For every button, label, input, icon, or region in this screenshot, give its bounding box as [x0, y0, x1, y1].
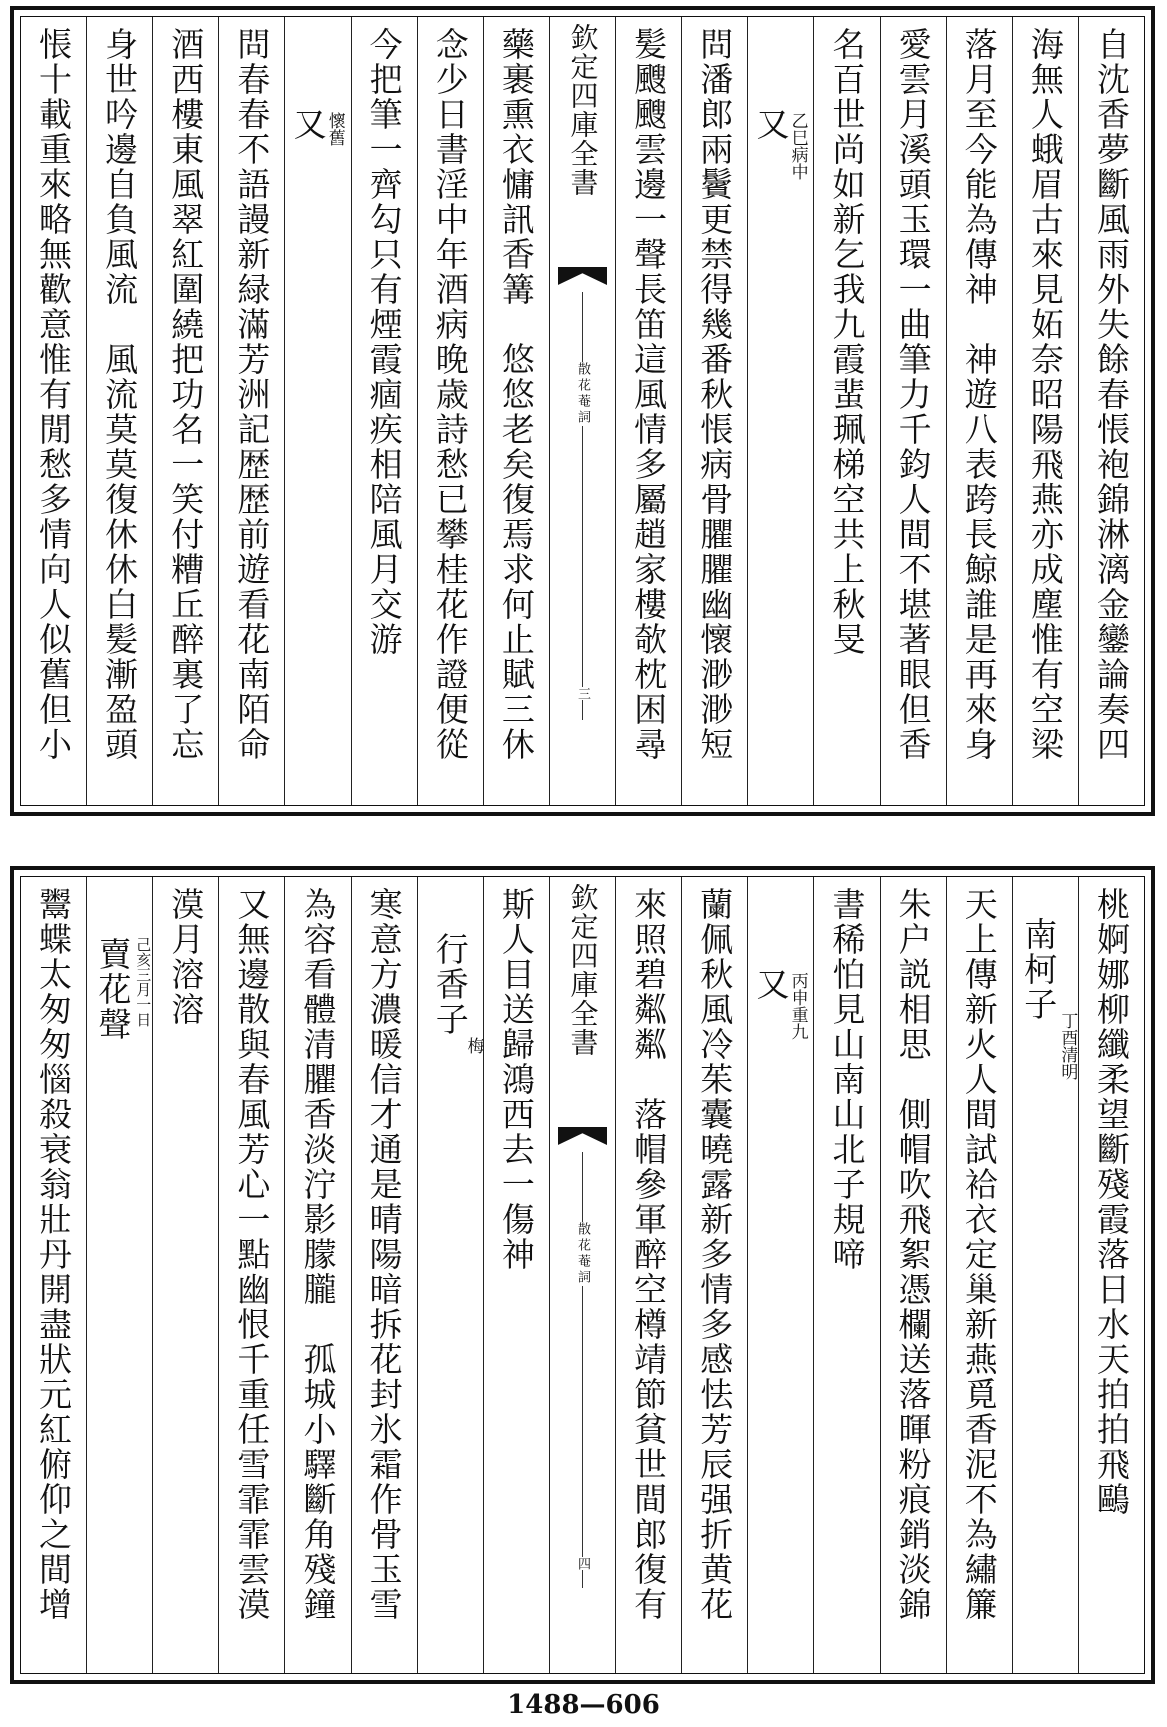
page-footer-number: 1488—606 [507, 1690, 660, 1720]
poem-note: 丁酉清明 [1057, 1012, 1078, 1080]
text-column [86, 17, 152, 805]
bottom-panel [10, 866, 1155, 1684]
text-column [152, 17, 218, 805]
gutter-subtitle: 散花菴詞 [574, 1222, 590, 1286]
poem-title: 賣花聲 [93, 937, 133, 1042]
column-text: 蘭佩秋風冷茱囊曉露新多情多感怯芳辰强折黄花 [695, 887, 735, 1622]
column-text: 桃婀娜柳纖柔望斷殘霞落日水天拍拍飛鷗 [1091, 887, 1131, 1517]
poem-title-column [1012, 877, 1078, 1673]
center-gutter [549, 17, 615, 805]
text-column [152, 877, 218, 1673]
poem-title-column [284, 17, 350, 805]
column-text: 愛雲月溪頭玉環一曲筆力千鈞人間不堪著眼但香 [893, 27, 933, 762]
text-column [813, 17, 879, 805]
top-columns [21, 17, 1144, 805]
text-column [218, 877, 284, 1673]
column-text: 落月至今能為傳神 神遊八表跨長鯨誰是再來身 [959, 27, 999, 762]
text-column [681, 17, 747, 805]
poem-note: 乙巳病中 [787, 112, 808, 180]
column-text: 名百世尚如新乞我九霞蜚珮梯空共上秋旻 [827, 27, 867, 657]
text-column [1012, 17, 1078, 805]
column-text: 自沈香夢斷風雨外失餘春悵袍錦淋漓金鑾論奏四 [1091, 27, 1131, 762]
poem-title-column [86, 877, 152, 1673]
column-text: 身世吟邊自負風流 風流莫莫復休休白髪漸盈頭 [100, 27, 140, 762]
poem-title-column [747, 17, 813, 805]
column-text: 書稀怕見山南山北子規啼 [827, 887, 867, 1272]
column-text: 又無邊散與春風芳心一點幽恨千重任雪霏霏雲漠 [232, 887, 272, 1622]
text-column [1078, 17, 1144, 805]
poem-title-column [747, 877, 813, 1673]
text-column [351, 877, 417, 1673]
column-text: 寒意方濃暖信才通是晴陽暗拆花封氷霜作骨玉雪 [364, 887, 404, 1622]
column-text: 天上傳新火人間試袷衣定巢新燕覓香泥不為繡簾 [959, 887, 999, 1622]
text-column [21, 877, 86, 1673]
text-column [21, 17, 86, 805]
poem-note: 己亥三月一日 [134, 937, 153, 1027]
poem-note: 懷舊 [324, 112, 345, 146]
gutter-title: 欽定四庫全書 [566, 883, 600, 1057]
page-number: 三 [574, 687, 590, 700]
text-column [1078, 877, 1144, 1673]
page-number: 四 [574, 1557, 590, 1570]
column-text: 藥裹熏衣慵訊香篝 悠悠老矣復焉求何止賦三休 [496, 27, 536, 762]
column-text: 漠月溶溶 [166, 887, 206, 1027]
text-column [946, 877, 1012, 1673]
poem-title: 行香子 [430, 932, 470, 1037]
poem-note: 梅 [463, 1037, 484, 1054]
poem-title: 南柯子 [1019, 917, 1059, 1022]
column-text: 為容看體清臞香淡泞影朦朧 孤城小驛斷角殘鐘 [298, 887, 338, 1622]
column-text: 問潘郎兩鬢更禁得幾番秋悵病骨臞臞幽懷渺渺短 [695, 27, 735, 762]
poem-note: 丙申重九 [787, 972, 808, 1040]
column-text: 斯人目送歸鴻西去一傷神 [496, 887, 536, 1272]
fish-tail-mark [558, 1127, 607, 1145]
column-text: 念少日書淫中年酒病晚歳詩愁已攀桂花作證便從 [430, 27, 470, 762]
center-gutter [549, 877, 615, 1673]
column-text: 髪颼颼雲邊一聲長笛這風情多屬趙家樓欹枕困尋 [629, 27, 669, 762]
top-panel-frame [20, 16, 1145, 806]
column-text: 朱户説相思 側帽吹飛絮憑欄送落暉粉痕銷淡錦 [893, 887, 933, 1622]
text-column [351, 17, 417, 805]
gutter-line [582, 292, 583, 720]
poem-title-column [417, 877, 483, 1673]
text-column [681, 877, 747, 1673]
text-column [483, 877, 549, 1673]
column-text: 海無人蛾眉古來見妬奈昭陽飛燕亦成塵惟有空梁 [1025, 27, 1065, 762]
text-column [946, 17, 1012, 805]
gutter-title: 欽定四庫全書 [566, 23, 600, 197]
text-column [880, 17, 946, 805]
column-text: 悵十載重來略無歡意惟有閒愁多情向人似舊但小 [33, 27, 73, 762]
fish-tail-mark [558, 267, 607, 285]
text-column [615, 877, 681, 1673]
text-column [417, 17, 483, 805]
gutter-subtitle: 散花菴詞 [574, 362, 590, 426]
text-column [284, 877, 350, 1673]
column-text: 問春春不語謾新緑滿芳洲記歴歴前遊看花南陌命 [232, 27, 272, 762]
poem-title: 又 [751, 107, 791, 142]
top-panel [10, 6, 1155, 816]
text-column [813, 877, 879, 1673]
poem-title: 又 [751, 967, 791, 1002]
bottom-panel-frame [20, 876, 1145, 1674]
text-column [218, 17, 284, 805]
column-text: 今把筆一齊勾只有煙霞痼疾相陪風月交游 [364, 27, 404, 657]
column-text: 鬻蝶太匆匆惱殺衰翁壯丹開盡狀元紅俯仰之間增 [33, 887, 73, 1622]
column-text: 來照碧粼粼 落帽參軍醉空樽靖節貧世間郎復有 [629, 887, 669, 1622]
poem-title: 又 [288, 107, 328, 142]
text-column [615, 17, 681, 805]
gutter-line [582, 1152, 583, 1588]
text-column [483, 17, 549, 805]
bottom-columns [21, 877, 1144, 1673]
column-text: 酒西樓東風翠紅圍繞把功名一笑付糟丘醉裏了忘 [166, 27, 206, 762]
text-column [880, 877, 946, 1673]
